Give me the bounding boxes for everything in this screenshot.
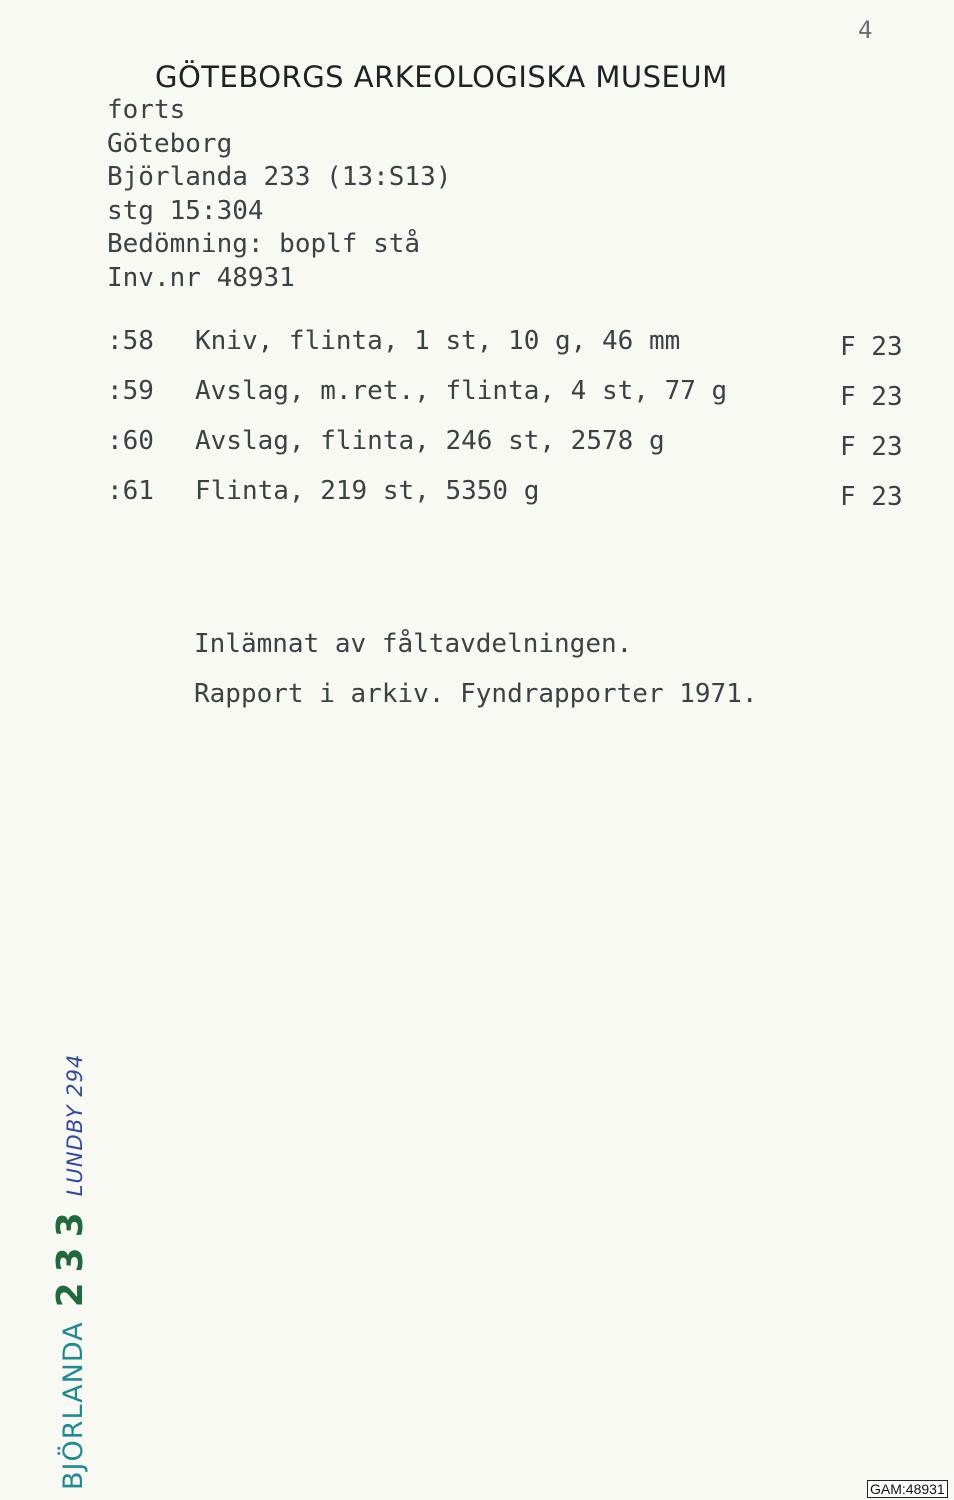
museum-title: GÖTEBORGS ARKEOLOGISKA MUSEUM xyxy=(155,60,728,94)
find-row xyxy=(107,476,917,526)
find-code: F 23 xyxy=(840,382,903,412)
find-description: Kniv, flinta, 1 st, 10 g, 46 mm xyxy=(195,326,681,356)
stg-line: stg 15:304 xyxy=(107,195,264,226)
header-lines xyxy=(107,94,451,295)
municipality-line: Göteborg xyxy=(107,128,233,159)
site-line: Björlanda 233 (13:S13) xyxy=(107,162,452,192)
find-row xyxy=(107,426,917,476)
find-description: Avslag, flinta, 246 st, 2578 g xyxy=(195,426,665,456)
handwritten-parish-note: LUNDBY 294 xyxy=(63,1053,87,1197)
report-note: Rapport i arkiv. Fyndrapporter 1971. xyxy=(194,679,758,709)
find-code: F 23 xyxy=(840,482,903,512)
finds-list xyxy=(107,326,917,526)
find-description: Avslag, m.ret., flinta, 4 st, 77 g xyxy=(195,376,728,406)
stamp-site-number: 233 xyxy=(50,1202,91,1308)
find-row xyxy=(107,326,917,376)
find-code: F 23 xyxy=(840,432,903,462)
find-description: Flinta, 219 st, 5350 g xyxy=(195,476,540,506)
find-number: :61 xyxy=(107,476,154,506)
find-number: :60 xyxy=(107,426,154,456)
page-number: 4 xyxy=(858,16,873,44)
continuation-line: forts xyxy=(107,95,186,125)
submission-note: Inlämnat av fåltavdelningen. xyxy=(194,629,633,659)
stamp-place-name: BJÖRLANDA xyxy=(58,1321,89,1490)
side-stamp xyxy=(50,1054,91,1490)
find-row xyxy=(107,376,917,426)
inventory-number-line: Inv.nr 48931 xyxy=(107,262,295,293)
find-number: :58 xyxy=(107,326,154,356)
inventory-tag: GAM:48931 xyxy=(867,1480,948,1498)
notes xyxy=(194,625,758,725)
assessment-line: Bedömning: boplf stå xyxy=(107,229,421,259)
find-code: F 23 xyxy=(840,332,903,362)
find-number: :59 xyxy=(107,376,154,406)
